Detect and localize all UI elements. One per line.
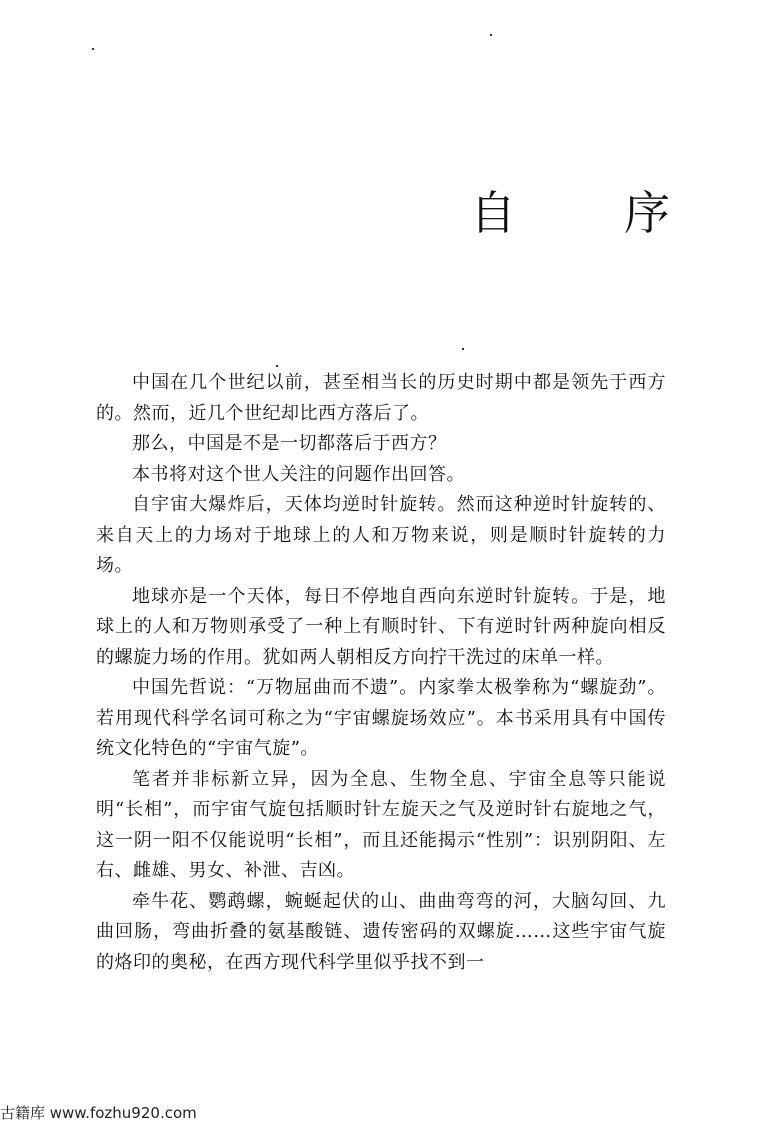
title-char-2: 序 xyxy=(624,186,670,240)
title-char-1: 自 xyxy=(470,186,516,240)
footer-watermark: 古籍库 www.fozhu920.com xyxy=(0,1104,197,1122)
paragraph-4: 自宇宙大爆炸后，天体均逆时针旋转。然而这种逆时针旋转的、来自天上的力场对于地球上的人和万物来说，则是顺时针旋转的力场。 xyxy=(96,494,666,576)
paragraph-2: 那么，中国是不是一切都落后于西方？ xyxy=(132,433,447,454)
paragraph-8: 牵牛花、鹦鹉螺，蜿蜒起伏的山、曲曲弯弯的河，大脑勾回、九曲回肠，弯曲折叠的氨基酸链、遗传密码的双螺旋……这些宇宙气旋的烙印的奥秘，在西方现代科学里似乎找不到一 xyxy=(96,890,666,973)
paragraph-5: 地球亦是一个天体，每日不停地自西向东逆时针旋转。于是，地球上的人和万物则承受了一种上有顺时针、下有逆时针两种旋向相反的螺旋力场的作用。犹如两人朝相反方向拧干洗过的床单一样。 xyxy=(96,585,666,668)
page-title xyxy=(470,178,670,248)
paragraph-6: 中国先哲说：“万物屈曲而不遗”。内家拳太极拳称为“螺旋劲”。若用现代科学名词可称之为“宇宙螺旋场效应”。本书采用具有中国传统文化特色的“宇宙气旋”。 xyxy=(96,677,666,759)
preface-body xyxy=(96,368,666,978)
scan-speck xyxy=(276,365,278,367)
scan-speck xyxy=(92,48,94,50)
scan-speck xyxy=(490,34,492,36)
scan-speck xyxy=(462,348,464,350)
paragraph-3: 本书将对这个世人关注的问题作出回答。 xyxy=(132,463,465,485)
paragraph-1: 中国在几个世纪以前，甚至相当长的历史时期中都是领先于西方的。然而，近几个世纪却比西方落后了。 xyxy=(96,372,666,424)
paragraph-7: 笔者并非标新立异，因为全息、生物全息、宇宙全息等只能说明“长相”，而宇宙气旋包括顺时针左旋天之气及逆时针右旋地之气，这一阴一阳不仅能说明“长相”，而且还能揭示“性别”：识别阴阳、左右、雌雄、男女、补泄、吉凶。 xyxy=(96,768,666,881)
